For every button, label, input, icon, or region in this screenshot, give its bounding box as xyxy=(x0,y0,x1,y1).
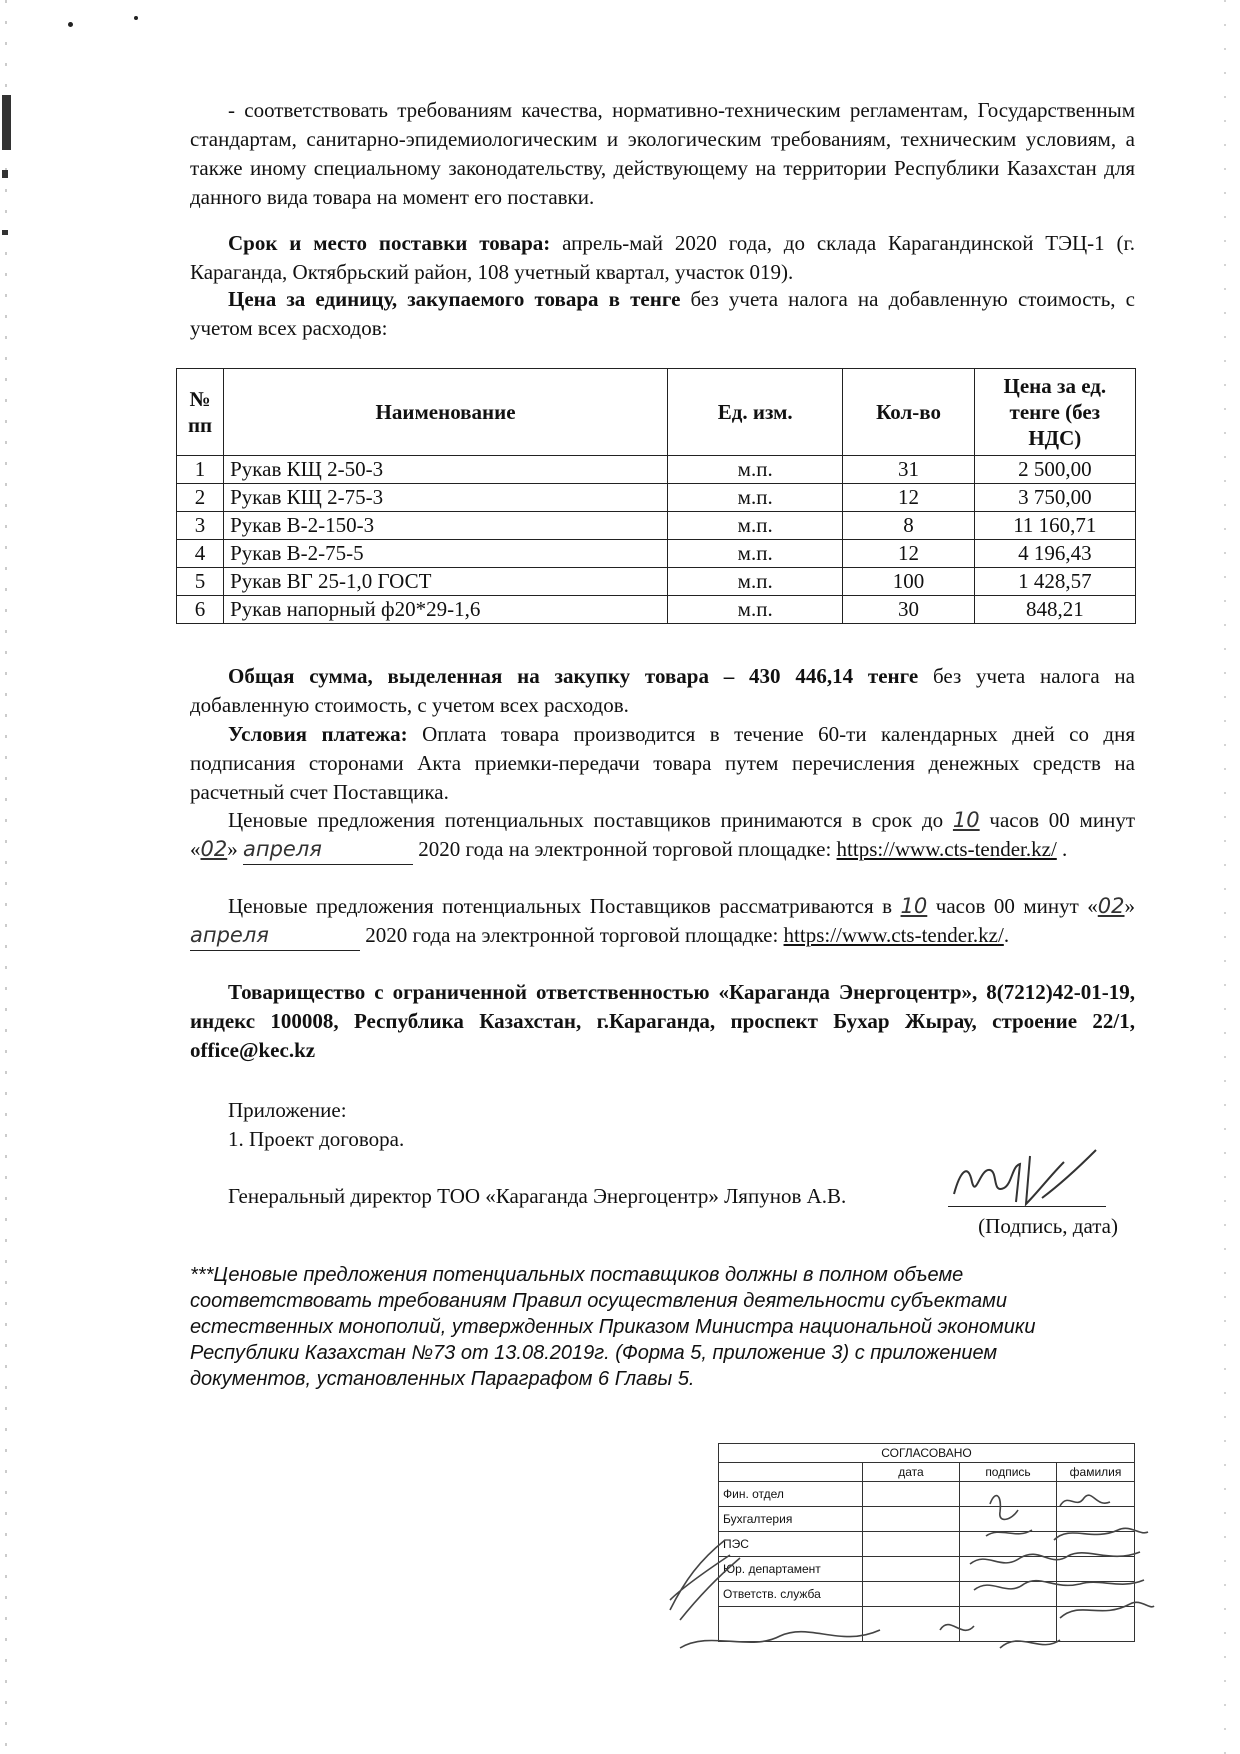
cell-price: 1 428,57 xyxy=(974,568,1135,596)
approval-signatures-icon xyxy=(640,1480,1160,1660)
offers-review-url[interactable]: https://www.cts-tender.kz/ xyxy=(783,923,1004,947)
cell-name: Рукав ВГ 25-1,0 ГОСТ xyxy=(224,568,668,596)
cell-unit: м.п. xyxy=(668,484,843,512)
table-row xyxy=(177,540,1136,568)
offers-accept-day: 02 xyxy=(200,837,228,861)
attachment-item-text: 1. Проект договора. xyxy=(228,1127,405,1151)
cell-name: Рукав напорный ф20*29-1,6 xyxy=(224,596,668,624)
intro-paragraph xyxy=(190,96,1135,212)
cell-num: 6 xyxy=(177,596,224,624)
price-intro-paragraph xyxy=(190,285,1135,343)
approval-header-row xyxy=(719,1463,1135,1482)
offers-accept-text-4: 2020 года на электронной торговой площадке: xyxy=(412,837,837,861)
offers-review-day: 02 xyxy=(1097,894,1125,918)
price-table xyxy=(176,368,1136,624)
delivery-text: апрель-май 2020 года, до склада Карагандинской ТЭЦ-1 (г. Караганда, Октябрьский район, 108 учетный квартал, участок 019). xyxy=(190,231,1135,284)
offers-accept-paragraph xyxy=(190,806,1135,865)
table-row xyxy=(177,456,1136,484)
cell-qty: 31 xyxy=(843,456,974,484)
cell-qty: 8 xyxy=(843,512,974,540)
offers-accept-month: апреля xyxy=(243,835,413,865)
signature-caption-text: (Подпись, дата) xyxy=(978,1214,1118,1238)
payment-paragraph xyxy=(190,720,1135,807)
offers-accept-hour: 10 xyxy=(952,808,980,832)
total-paragraph xyxy=(190,662,1135,720)
approval-col-sign: подпись xyxy=(960,1463,1057,1482)
cell-qty: 30 xyxy=(843,596,974,624)
cell-price: 2 500,00 xyxy=(974,456,1135,484)
cell-name: Рукав КЩ 2-75-3 xyxy=(224,484,668,512)
header-unit: Ед. изм. xyxy=(668,369,843,456)
offers-review-text-4: 2020 года на электронной торговой площадке: xyxy=(360,923,784,947)
approval-title: СОГЛАСОВАНО xyxy=(719,1444,1135,1463)
table-row xyxy=(177,596,1136,624)
delivery-paragraph xyxy=(190,229,1135,287)
table-row xyxy=(177,512,1136,540)
price-intro-label: Цена за единицу, закупаемого товара в тенге xyxy=(228,287,681,311)
total-label: Общая сумма, выделенная на закупку товара – 430 446,14 тенге xyxy=(228,664,919,688)
attachment-title-text: Приложение: xyxy=(228,1098,347,1122)
approval-dept: Юр. департамент xyxy=(719,1557,863,1582)
offers-review-text-2: часов 00 минут « xyxy=(927,894,1098,918)
approval-col-blank xyxy=(719,1463,863,1482)
price-intro-text: без учета налога на добавленную стоимость, с учетом всех расходов: xyxy=(190,287,1135,340)
table-row xyxy=(177,568,1136,596)
cell-price: 11 160,71 xyxy=(974,512,1135,540)
scan-edge-marks-right xyxy=(1218,0,1232,1754)
approval-col-date: дата xyxy=(863,1463,960,1482)
cell-unit: м.п. xyxy=(668,540,843,568)
scan-speck xyxy=(68,22,73,27)
cell-unit: м.п. xyxy=(668,596,843,624)
approval-dept: Ответств. служба xyxy=(719,1582,863,1607)
header-qty: Кол-во xyxy=(843,369,974,456)
cell-num: 2 xyxy=(177,484,224,512)
director-signature-icon xyxy=(946,1142,1106,1210)
delivery-label: Срок и место поставки товара: xyxy=(228,231,551,255)
intro-text: - соответствовать требованиям качества, нормативно-техническим регламентам, Государственным стандартам, санитарно-эпидемиологическим и экологическим требованиям, техническим условиям, а также иному специальному законодательству, действующему на территории Республики Казахстан для данного вида товара на момент его поставки. xyxy=(190,98,1135,209)
offers-review-text-1: Ценовые предложения потенциальных Поставщиков рассматриваются в xyxy=(228,894,901,918)
total-text: без учета налога на добавленную стоимость, с учетом всех расходов. xyxy=(190,664,1135,717)
approval-title-row xyxy=(719,1444,1135,1463)
header-price: Цена за ед. тенге (без НДС) xyxy=(974,369,1135,456)
table-row xyxy=(177,484,1136,512)
payment-text: Оплата товара производится в течение 60-ти календарных дней со дня подписания сторонами Акта приемки-передачи товара путем перечисления денежных средств на расчетный счет Поставщика. xyxy=(190,722,1135,804)
offers-review-hour: 10 xyxy=(900,894,928,918)
cell-price: 3 750,00 xyxy=(974,484,1135,512)
offers-review-text-5: . xyxy=(1003,923,1010,947)
offers-review-month: апреля xyxy=(190,921,360,951)
cell-unit: м.п. xyxy=(668,512,843,540)
company-paragraph xyxy=(190,978,1135,1065)
offers-review-paragraph xyxy=(190,892,1135,951)
cell-price: 848,21 xyxy=(974,596,1135,624)
company-text: Товарищество с ограниченной ответственностью «Караганда Энергоцентр», 8(7212)42-01-19, индекс 100008, Республика Казахстан, г.Караганда, проспект Бухар Жырау, строение 22/1, office@kec.kz xyxy=(190,980,1135,1062)
approval-col-name: фамилия xyxy=(1057,1463,1135,1482)
cell-num: 5 xyxy=(177,568,224,596)
cell-name: Рукав КЩ 2-50-3 xyxy=(224,456,668,484)
header-name: Наименование xyxy=(224,369,668,456)
approval-dept: Бухгалтерия xyxy=(719,1507,863,1532)
scan-edge-marks-left xyxy=(0,0,14,1754)
approval-dept: Фин. отдел xyxy=(719,1482,863,1507)
cell-qty: 12 xyxy=(843,540,974,568)
director-text: Генеральный директор ТОО «Караганда Энергоцентр» Ляпунов А.В. xyxy=(228,1184,847,1208)
offers-accept-url[interactable]: https://www.cts-tender.kz/ xyxy=(836,837,1057,861)
signature-caption xyxy=(948,1212,1118,1241)
offers-accept-text-3: » xyxy=(227,837,243,861)
cell-unit: м.п. xyxy=(668,568,843,596)
cell-num: 1 xyxy=(177,456,224,484)
footnote-text: ***Ценовые предложения потенциальных поставщиков должны в полном объеме соответствовать требованиям Правил осуществления деятельности субъектами естественных монополий, утвержденных Приказом Министра национальной экономики Республики Казахстан №73 от 13.08.2019г. (Форма 5, приложение 3) с приложением документов, установленных Параграфом 6 Главы 5. xyxy=(190,1264,1036,1390)
footnote xyxy=(190,1262,1120,1392)
cell-unit: м.п. xyxy=(668,456,843,484)
offers-accept-text-5: . xyxy=(1056,837,1068,861)
cell-qty: 12 xyxy=(843,484,974,512)
offers-accept-text-2: часов 00 минут « xyxy=(190,808,1135,861)
cell-qty: 100 xyxy=(843,568,974,596)
approval-dept: ПЭС xyxy=(719,1532,863,1557)
header-num: № пп xyxy=(177,369,224,456)
cell-num: 4 xyxy=(177,540,224,568)
payment-label: Условия платежа: xyxy=(228,722,408,746)
scan-speck xyxy=(134,16,138,20)
table-header-row xyxy=(177,369,1136,456)
cell-name: Рукав В-2-75-5 xyxy=(224,540,668,568)
cell-name: Рукав В-2-150-3 xyxy=(224,512,668,540)
cell-price: 4 196,43 xyxy=(974,540,1135,568)
cell-num: 3 xyxy=(177,512,224,540)
attachment-title xyxy=(190,1096,1135,1125)
offers-review-text-3: » xyxy=(1124,894,1135,918)
offers-accept-text-1: Ценовые предложения потенциальных поставщиков принимаются в срок до xyxy=(228,808,953,832)
